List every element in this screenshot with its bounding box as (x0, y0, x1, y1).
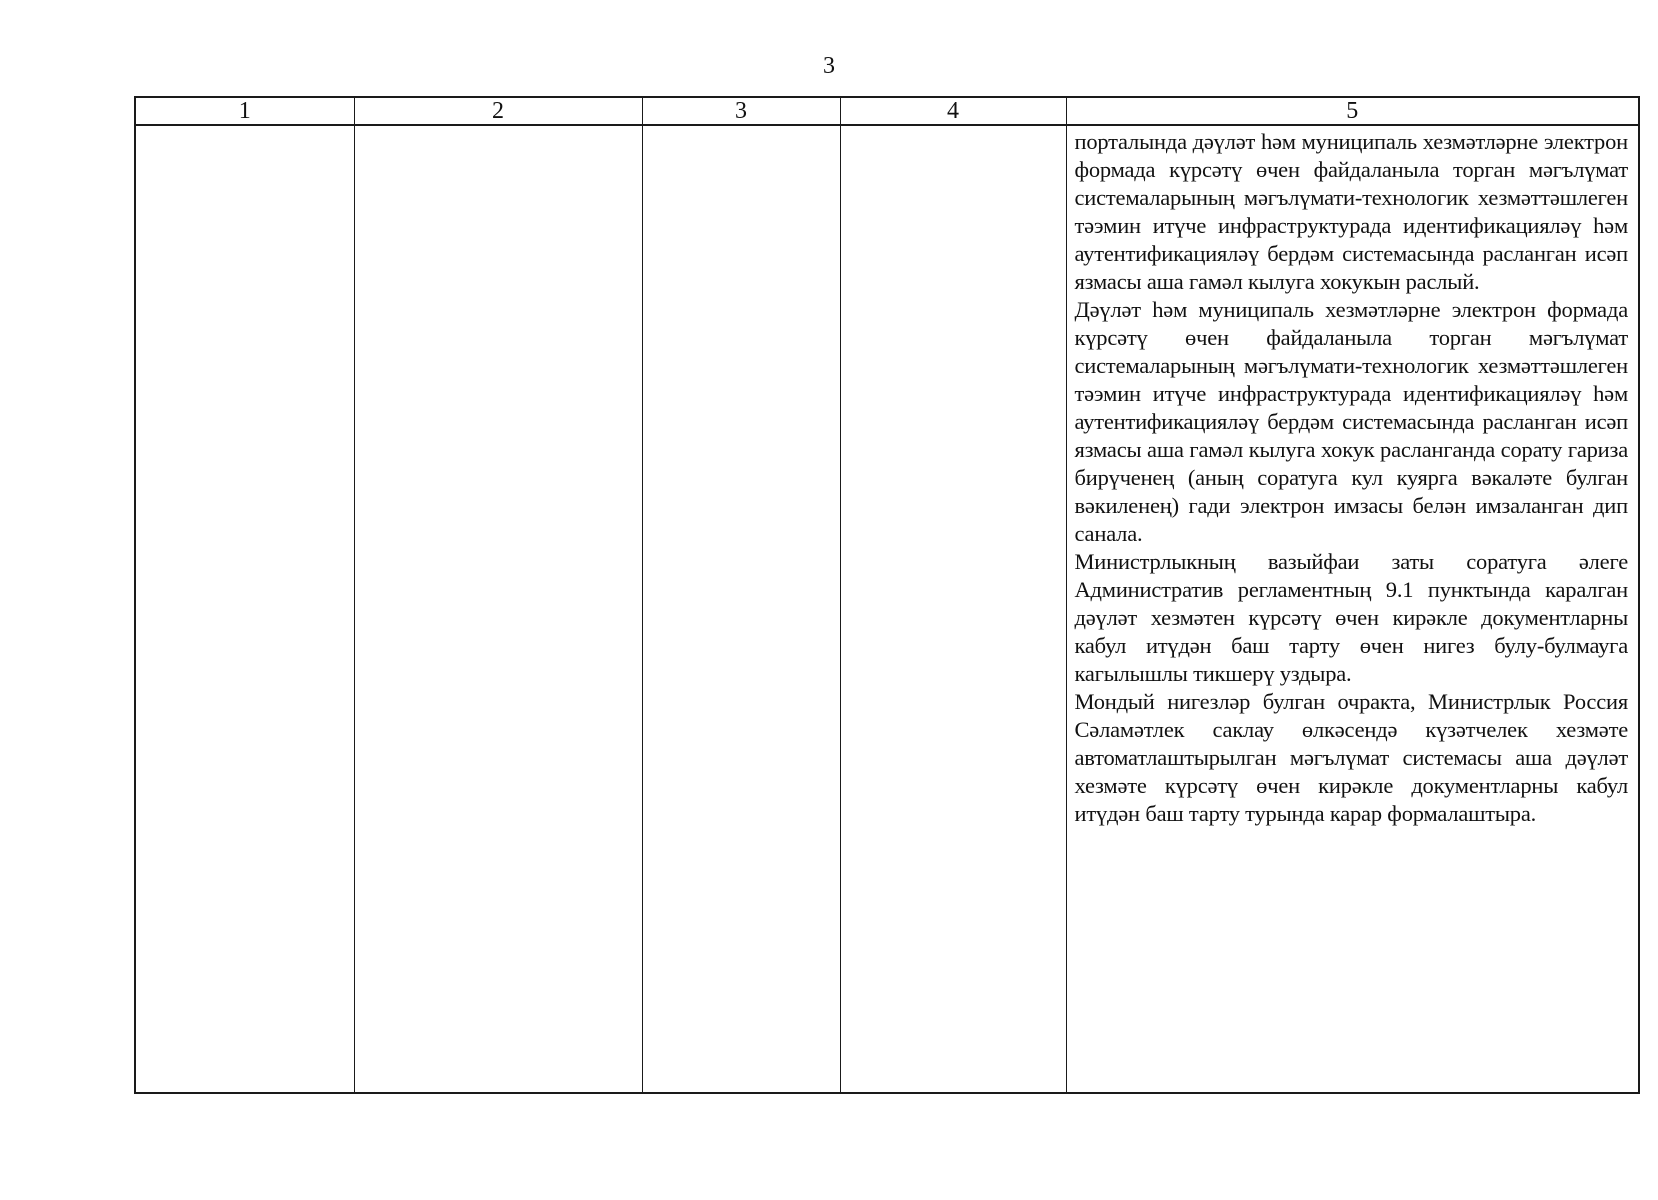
column-header-1: 1 (135, 97, 354, 125)
table-cell-col4 (840, 125, 1066, 1093)
document-table (134, 96, 1640, 1094)
paragraph-electronic-signature: Дәүләт һәм муниципаль хезмәтләрне электрон формада күрсәтү өчен файдаланыла торган мәгълүмат системаларының мәгълүмати-технологик хезмәттәшлеген тәэмин итүче инфраструктурада идентификацияләү һәм аутентификацияләү бердәм системасында расланган исәп язмасы аша гамәл кылуга хокук расланганда сорату гариза бирүченең (аның соратуга кул куярга вәкаләте булган вәкиленең) гади электрон имзасы белән имзаланган дип санала. (1074, 297, 1628, 546)
column-header-4: 4 (840, 97, 1066, 125)
column-header-3: 3 (642, 97, 840, 125)
paragraph-refusal-decision: Мондый нигезләр булган очракта, Министрлык Россия Сәламәтлек саклау өлкәсендә күзәтчелек хезмәте автоматлаштырылган мәгълүмат системасы аша дәүләт хезмәте күрсәтү өчен кирәкле документларны кабул итүдән баш тарту турында карар формалаштыра. (1074, 689, 1628, 826)
paragraph-ministry-review: Министрлыкның вазыйфаи заты соратуга әлеге Административ регламентның 9.1 пунктында каралган дәүләт хезмәтен күрсәтү өчен кирәкле документларны кабул итүдән баш тарту өчен нигез булу-булмауга кагылышлы тикшерү уздыра. (1074, 549, 1628, 686)
column-header-2: 2 (354, 97, 642, 125)
table-cell-col2 (354, 125, 642, 1093)
table-header-row (135, 97, 1639, 125)
table-cell-col5 (1066, 125, 1639, 1093)
page-number: 3 (823, 53, 835, 79)
table-row (135, 125, 1639, 1093)
table-cell-col1 (135, 125, 354, 1093)
table-cell-col3 (642, 125, 840, 1093)
column-header-5: 5 (1066, 97, 1639, 125)
paragraph-account-verification: порталында дәүләт һәм муниципаль хезмәтләрне электрон формада күрсәтү өчен файдаланыла торган мәгълүмат системаларының мәгълүмати-технологик хезмәттәшлеген тәэмин итүче инфраструктурада идентификацияләү һәм аутентификацияләү бердәм системасында расланган исәп язмасы аша гамәл кылуга хокукын раслый. (1074, 129, 1628, 294)
